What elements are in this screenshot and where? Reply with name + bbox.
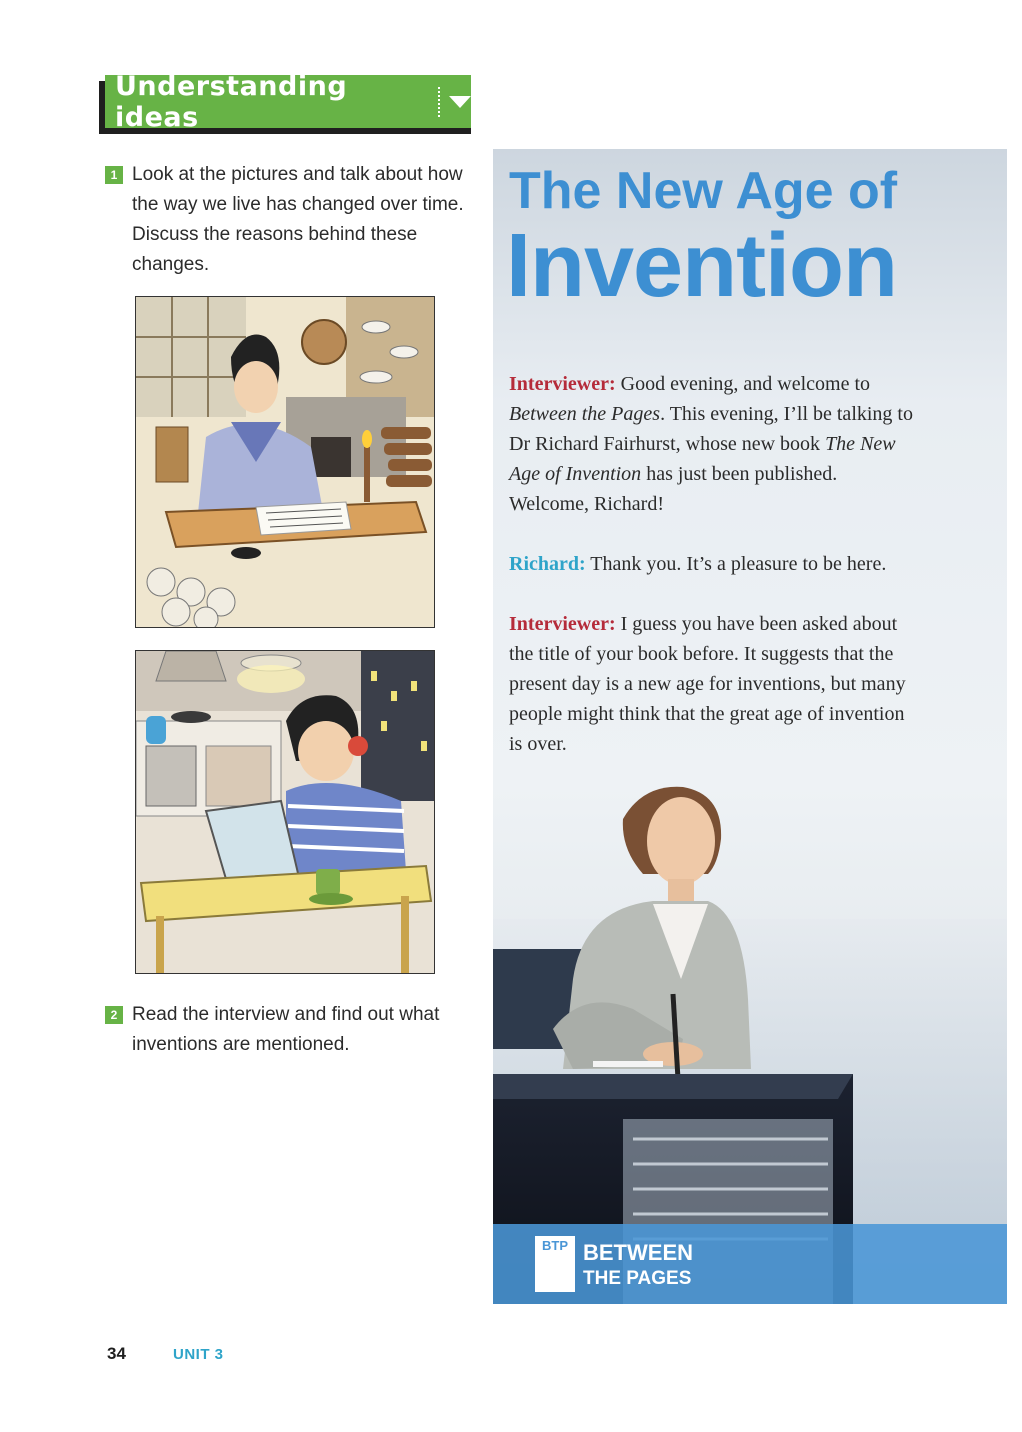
show-name-line2: THE PAGES [583,1268,692,1289]
illustration-past-writing [135,296,435,628]
unit-label: UNIT 3 [173,1346,224,1363]
activity-number-badge: 1 [105,166,123,184]
article-panel [493,149,1007,1304]
speaker-label: Richard: [509,553,586,575]
present-scene-drawing [136,651,435,974]
chevron-down-icon [449,96,471,108]
dialogue-text: Good evening, and welcome to [615,373,870,395]
speaker-label: Interviewer: [509,613,616,635]
activity-1 [105,160,465,280]
book-title-italic: The New Age of Invention [509,433,896,485]
banner-separator [438,87,440,117]
show-title-italic: Between the Pages [509,403,661,425]
page-number: 34 [107,1344,126,1363]
dialogue-text: has just been published. Welcome, Richard! [509,463,838,515]
dialogue-text: I guess you have been asked about the title of your book before. It suggests that the present day is a new age for inventions, but many people might think that the great age of invention is over. [509,613,906,755]
dialogue-text: Thank you. It’s a pleasure to be here. [585,553,887,575]
activity-2 [105,1000,465,1060]
illustration-present-laptop [135,650,435,974]
show-name [583,1240,693,1292]
past-scene-drawing [136,297,435,628]
activity-instruction: Look at the pictures and talk about how the way we live has changed over time. Discuss the reasons behind these changes. [132,164,464,275]
article-title-line2: Invention [506,216,897,316]
dialogue-text: . This evening, I’ll be talking to Dr Richard Fairhurst, whose new book [509,403,913,455]
speaker-label: Interviewer: [509,373,616,395]
section-title: Understanding ideas [115,70,348,133]
activity-instruction: Read the interview and find out what inventions are mentioned. [132,1004,440,1055]
section-banner [105,70,471,133]
dialogue-turn-2 [509,549,919,579]
dialogue-turn-3 [509,609,919,759]
article-title-line1: The New Age of [509,162,898,220]
dialogue-turn-1 [509,369,919,519]
activity-number-badge: 2 [105,1006,123,1024]
show-name-line1: BETWEEN [583,1240,693,1265]
show-logo: BTP [535,1236,575,1292]
show-banner [493,1224,1007,1304]
